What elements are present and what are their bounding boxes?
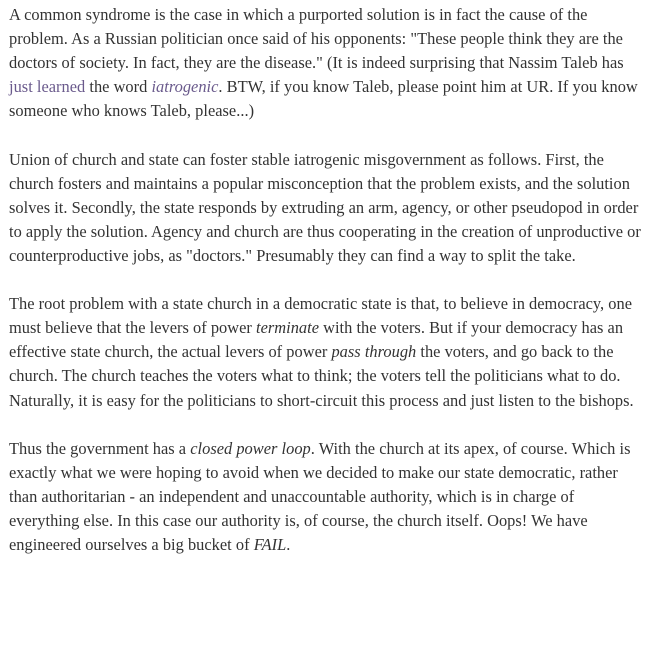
emphasis-terminate: terminate — [256, 318, 319, 338]
emphasis-fail: FAIL — [253, 535, 287, 555]
iatrogenic-link[interactable]: iatrogenic — [151, 77, 219, 97]
paragraph-3 — [9, 292, 641, 412]
paragraph-4 — [9, 437, 641, 557]
emphasis-closed-power-loop: closed power loop — [190, 438, 311, 458]
paragraph-1 — [9, 3, 641, 123]
paragraph-3-text-c: the voters, and go back to the church. The church teaches the voters what to think; the voters tell the politicians what to do. Naturally, it is easy for the politicians to short-circuit this process and just listen to the bishops. — [9, 342, 634, 410]
paragraph-1-text-c: . BTW, if you know Taleb, please point him at UR. If you know someone who knows Taleb, please...) — [9, 77, 638, 121]
paragraph-4-text-c: . — [286, 535, 291, 555]
paragraph-1-text-b: the word — [85, 77, 152, 97]
paragraph-2 — [9, 148, 641, 268]
just-learned-link[interactable]: just learned — [9, 77, 86, 97]
article-body — [9, 3, 641, 581]
emphasis-pass-through: pass through — [331, 342, 417, 362]
paragraph-2-text: Union of church and state can foster stable iatrogenic misgovernment as follows. First, the church fosters and maintains a popular misconception that the problem exists, and the solution solves it. Secondly, the state responds by extruding an arm, agency, or other pseudopod in order to apply the solution. Agency and church are thus cooperating in the creation of unproductive or counterproductive jobs, as "doctors." Presumably they can find a way to split the take. — [9, 149, 641, 265]
paragraph-4-text-b: . With the church at its apex, of course. Which is exactly what we were hoping to avoid when we decided to make our state democratic, rather than authoritarian - an independent and unaccountable authority, which is in charge of everything else. In this case our authority is, of course, the church itself. Oops! We have engineered ourselves a big bucket of — [9, 438, 631, 555]
paragraph-1-text-a: A common syndrome is the case in which a purported solution is in fact the cause of the problem. As a Russian politician once said of his opponents: "These people think they are the doctors of society. In fact, they are the disease." (It is indeed surprising that Nassim Taleb has — [9, 5, 624, 73]
paragraph-4-text-a: Thus the government has a — [9, 438, 191, 458]
paragraph-3-text-a: The root problem with a state church in a democratic state is that, to believe in democracy, one must believe that the levers of power — [9, 294, 633, 338]
paragraph-3-text-b: with the voters. But if your democracy has an effective state church, the actual levers of power — [9, 318, 624, 362]
